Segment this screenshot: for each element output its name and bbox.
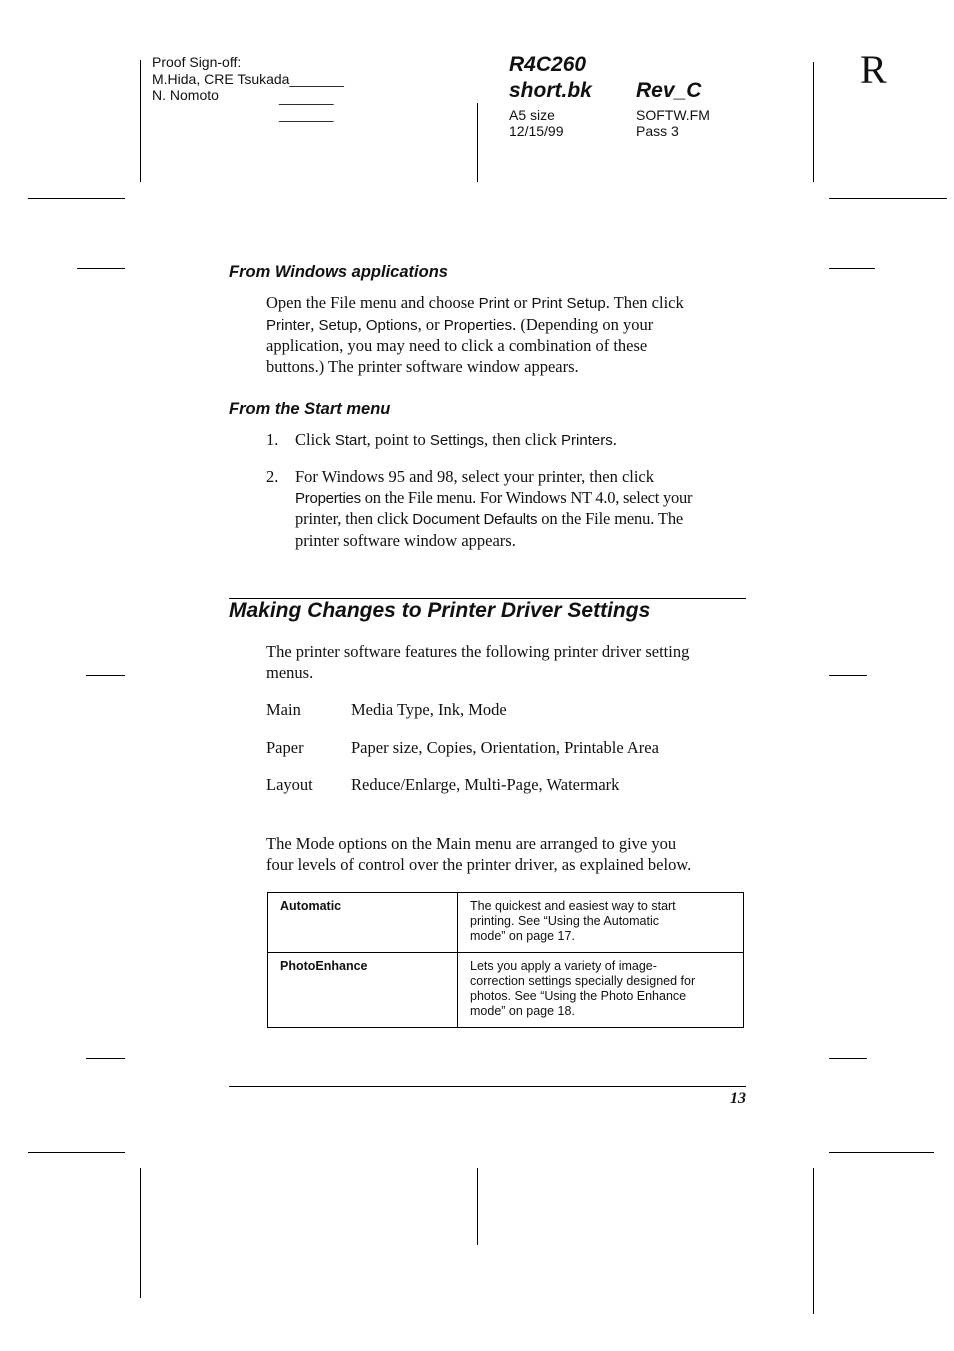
text-line: photos. See “Using the Photo Enhance bbox=[470, 989, 687, 1003]
ui-term: Properties bbox=[295, 489, 361, 507]
text-line: menus. bbox=[266, 662, 314, 682]
crop-mark bbox=[829, 198, 947, 199]
table-row bbox=[268, 953, 744, 1028]
text: on the File menu. The bbox=[537, 509, 684, 528]
crop-mark bbox=[28, 1152, 125, 1153]
table-row bbox=[268, 893, 744, 953]
mode-description bbox=[458, 953, 744, 1028]
text-line: mode” on page 18. bbox=[470, 1004, 575, 1018]
menu-name: Main bbox=[266, 700, 301, 719]
intro-paragraph bbox=[266, 642, 756, 683]
crop-mark bbox=[140, 1168, 141, 1298]
footer-rule bbox=[229, 1086, 746, 1087]
text: . bbox=[612, 430, 617, 449]
text: , bbox=[310, 314, 319, 334]
text-line: Lets you apply a variety of image- bbox=[470, 959, 657, 973]
text-line bbox=[295, 488, 755, 510]
mode-name: PhotoEnhance bbox=[268, 953, 458, 1028]
text-line: The quickest and easiest way to start bbox=[470, 899, 676, 913]
section-heading: Making Changes to Printer Driver Settings bbox=[229, 599, 651, 622]
doc-id: R4C260 bbox=[509, 53, 587, 76]
text-line bbox=[266, 315, 756, 337]
crop-mark bbox=[829, 268, 875, 269]
subheading-start-menu: From the Start menu bbox=[229, 400, 391, 418]
text: Open the File menu and choose bbox=[266, 293, 479, 312]
crop-mark bbox=[813, 62, 814, 182]
signoff-blank: _______ bbox=[279, 89, 334, 105]
step-1 bbox=[295, 430, 755, 452]
doc-date: 12/15/99 bbox=[509, 123, 564, 139]
ui-term: Printer bbox=[266, 316, 311, 334]
text: . Then click bbox=[605, 293, 684, 312]
tab-letter: R bbox=[860, 47, 887, 92]
text-line: The Mode options on the Main menu are arranged to give you bbox=[266, 834, 677, 853]
text: , then click bbox=[484, 430, 562, 449]
text-line: printing. See “Using the Automatic bbox=[470, 914, 659, 928]
text-line: For Windows 95 and 98, select your printer, then click bbox=[295, 467, 655, 486]
subheading-windows: From Windows applications bbox=[229, 263, 448, 281]
text: printer, then click bbox=[295, 509, 413, 528]
mode-paragraph bbox=[266, 834, 756, 875]
signoff-blank: _______ bbox=[279, 106, 334, 122]
text-line: printer software window appears. bbox=[295, 530, 516, 550]
mode-name: Automatic bbox=[268, 893, 458, 953]
crop-mark bbox=[829, 1058, 867, 1059]
text-line: application, you may need to click a combination of these bbox=[266, 336, 648, 355]
proof-line: M.Hida, CRE Tsukada_______ bbox=[152, 70, 344, 87]
crop-mark bbox=[477, 1168, 478, 1245]
revision: Rev_C bbox=[636, 79, 702, 102]
proof-line: Proof Sign-off: bbox=[152, 54, 242, 70]
step-number: 1. bbox=[266, 430, 279, 449]
page-size: A5 size bbox=[509, 107, 555, 123]
ui-term: Print bbox=[478, 295, 510, 312]
text: , or bbox=[417, 314, 444, 334]
text: on the File menu. For Windows NT 4.0, select your bbox=[360, 487, 693, 507]
mode-table bbox=[267, 892, 744, 1028]
ui-term: Print Setup bbox=[531, 295, 606, 312]
menu-name: Paper bbox=[266, 738, 304, 757]
text-line: correction settings specially designed for bbox=[470, 974, 696, 988]
crop-mark bbox=[813, 1168, 814, 1314]
text: , bbox=[357, 314, 366, 334]
text-line: four levels of control over the printer driver, as explained below. bbox=[266, 854, 692, 874]
text-line: mode” on page 17. bbox=[470, 929, 575, 943]
crop-mark bbox=[477, 103, 478, 182]
ui-term: Printers bbox=[561, 432, 613, 449]
menu-desc: Paper size, Copies, Orientation, Printable Area bbox=[351, 738, 659, 757]
ui-term: Settings bbox=[429, 432, 485, 449]
text: . (Depending on your bbox=[512, 314, 654, 334]
crop-mark bbox=[28, 198, 125, 199]
text-line: The printer software features the following printer driver setting bbox=[266, 642, 690, 661]
ui-term: Setup bbox=[318, 316, 358, 334]
paragraph-windows bbox=[266, 293, 756, 377]
pass-number: Pass 3 bbox=[636, 123, 679, 139]
ui-term: Start bbox=[334, 432, 367, 449]
doc-title bbox=[509, 52, 592, 104]
step-number: 2. bbox=[266, 467, 279, 486]
file-name: SOFTW.FM bbox=[636, 107, 710, 123]
text-line: buttons.) The printer software window appears. bbox=[266, 356, 579, 376]
page-number: 13 bbox=[730, 1090, 746, 1107]
ui-term: Properties bbox=[443, 316, 513, 334]
menu-desc: Media Type, Ink, Mode bbox=[351, 700, 507, 719]
crop-mark bbox=[829, 675, 867, 676]
crop-mark bbox=[77, 268, 125, 269]
text: Click bbox=[295, 430, 335, 449]
proof-line: N. Nomoto bbox=[152, 87, 219, 103]
menu-desc: Reduce/Enlarge, Multi-Page, Watermark bbox=[351, 775, 620, 794]
crop-mark bbox=[86, 1058, 125, 1059]
text: or bbox=[509, 293, 532, 312]
text: , point to bbox=[366, 430, 430, 449]
mode-description bbox=[458, 893, 744, 953]
crop-mark bbox=[86, 675, 125, 676]
doc-book: short.bk bbox=[509, 79, 592, 102]
crop-mark bbox=[829, 1152, 934, 1153]
menu-name: Layout bbox=[266, 775, 313, 794]
step-2 bbox=[295, 467, 755, 551]
ui-term: Document Defaults bbox=[412, 511, 538, 528]
ui-term: Options bbox=[365, 316, 418, 334]
text-line bbox=[266, 293, 756, 315]
crop-mark bbox=[140, 60, 141, 182]
text-line bbox=[295, 509, 755, 531]
